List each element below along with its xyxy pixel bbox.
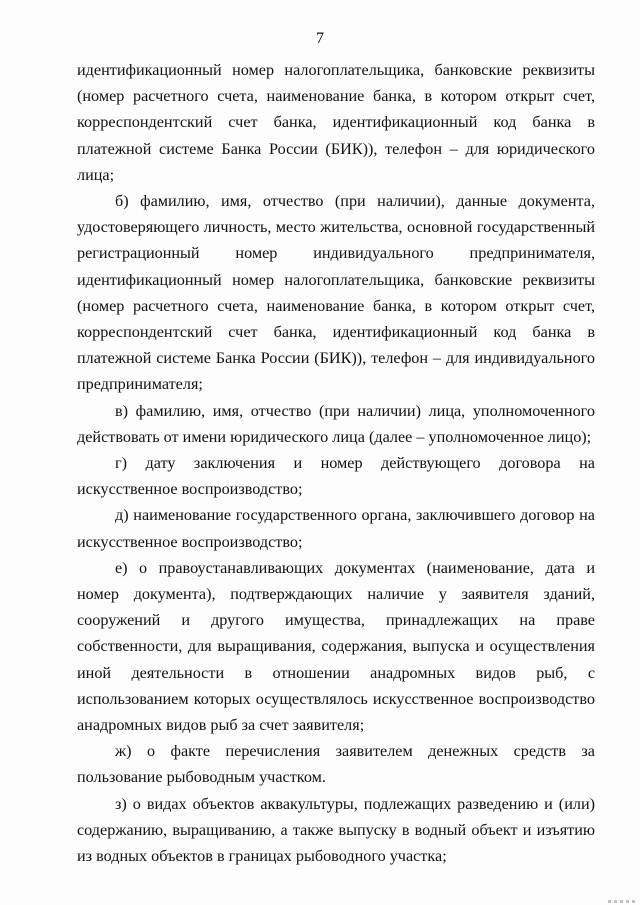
paragraph-g: г) дату заключения и номер действующего договора на искусственное воспроизводство; bbox=[77, 454, 595, 499]
page-number: 7 bbox=[316, 30, 324, 47]
paragraph-v: в) фамилию, имя, отчество (при наличии) лица, уполномоченного действовать от имени юридического лица (далее – уполномоченное лицо); bbox=[77, 401, 595, 446]
paragraph-continuation: идентификационный номер налогоплательщика, банковские реквизиты (номер расчетного счета, наименование банка, в котором открыт счет, корреспондентский счет банка, идентификационный код банка в платежной системе Банка России (БИК)), телефон – для юридического лица; bbox=[77, 61, 595, 184]
scan-edge-mark bbox=[608, 900, 636, 903]
paragraph-e: е) о правоустанавливающих документах (наименование, дата и номер документа), подтверждающих наличие у заявителя зданий, сооружений и другого имущества, принадлежащих на праве собственности, для выращивания, содержания, выпуска и осуществления иной деятельности в отношении анадромных видов рыб, с использованием которых осуществлялось искусственное воспроизводство анадромных видов рыб за счет заявителя; bbox=[77, 558, 595, 735]
paragraph-z: з) о видах объектов аквакультуры, подлежащих разведению и (или) содержанию, выращиванию, а также выпуску в водный объект и изъятию из водных объектов в границах рыбоводного участка; bbox=[77, 794, 595, 866]
paragraph-zh: ж) о факте перечисления заявителем денежных средств за пользование рыбоводным участком. bbox=[77, 742, 595, 787]
paragraph-d: д) наименование государственного органа, заключившего договор на искусственное воспроизводство; bbox=[77, 506, 595, 551]
document-body bbox=[77, 57, 595, 869]
paragraph-b: б) фамилию, имя, отчество (при наличии), данные документа, удостоверяющего личность, место жительства, основной государственный регистрационный номер индивидуального предпринимателя, идентификационный номер налогоплательщика, банковские реквизиты (номер расчетного счета, наименование банка, в котором открыт счет, корреспондентский счет банка, идентификационный код банка в платежной системе Банка России (БИК)), телефон – для индивидуального предпринимателя; bbox=[77, 192, 595, 394]
